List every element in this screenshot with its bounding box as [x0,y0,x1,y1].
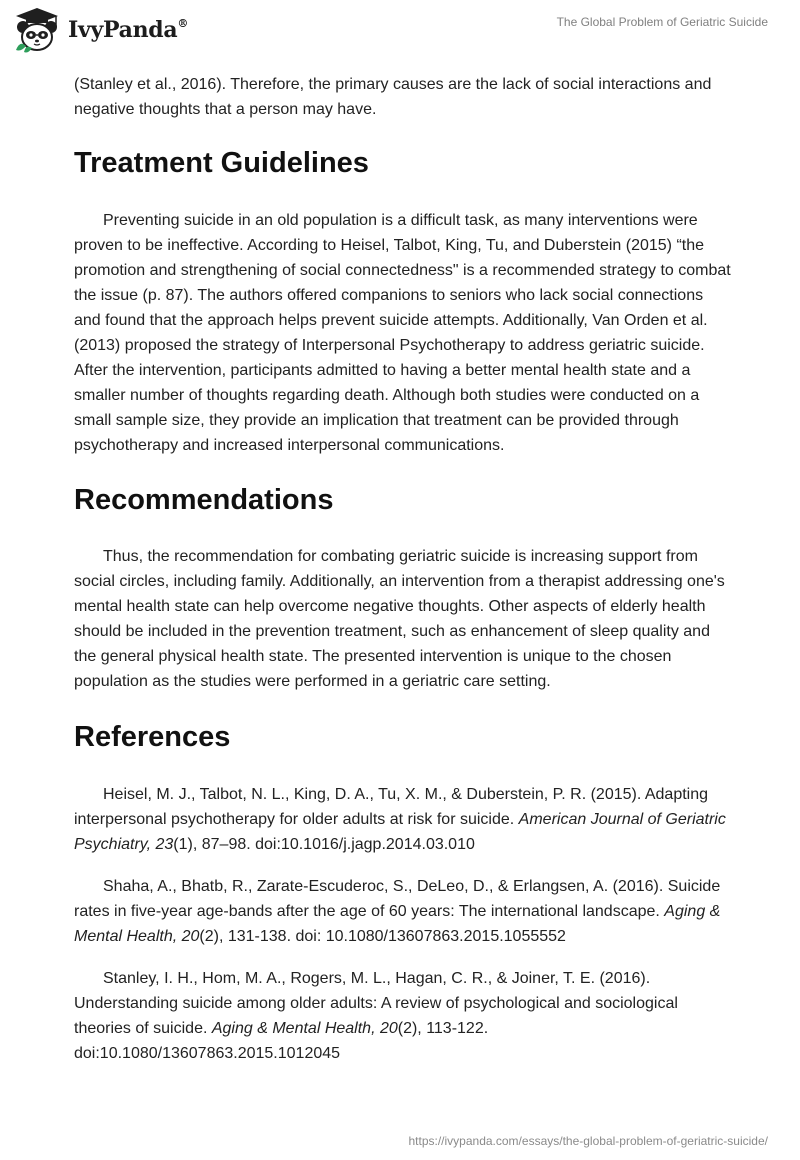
essay-content [74,72,734,1066]
page-header [0,0,800,64]
treatment-paragraph: Preventing suicide in an old population is a difficult task, as many interventions were proven to be ineffective. According to Heisel, Talbot, King, Tu, and Duberstein (2015) “the promotion and strengthening of social connectedness" is a recommended strategy to combat the issue (p. 87). The authors offered companions to seniors who lack social connections and found that the approach helps prevent suicide attempts. Additionally, Van Orden et al. (2013) proposed the strategy of Interpersonal Psychotherapy to address geriatric suicide. After the intervention, participants admitted to having a better mental health state and a smaller number of thoughts regarding death. Although both studies were conducted on a small sample size, they provide an implication that treatment can be provided through psychotherapy and increased interpersonal communications. [74,212,731,454]
intro-paragraph: (Stanley et al., 2016). Therefore, the primary causes are the lack of social interactions and negative thoughts that a person may have. [74,76,712,118]
reference-item: Shaha, A., Bhatb, R., Zarate-Escuderoc, S., DeLeo, D., & Erlangsen, A. (2016). Suicide rates in five-year age-bands after the age of 60 years: The international landscape. Aging & Mental Health, 20(2), 131-138. doi: 10.1080/13607863.2015.1055552 [74,878,721,945]
reference-item: Stanley, I. H., Hom, M. A., Rogers, M. L., Hagan, C. R., & Joiner, T. E. (2016). Understanding suicide among older adults: A review of psychological and sociological theories of suicide. Aging & Mental Health, 20(2), 113-122. doi:10.1080/13607863.2015.1012045 [74,970,678,1062]
source-url[interactable]: https://ivypanda.com/essays/the-global-problem-of-geriatric-suicide/ [408,1134,768,1148]
recommendations-paragraph: Thus, the recommendation for combating geriatric suicide is increasing support from social circles, including family. Additionally, an intervention from a therapist addressing one's mental health state can help overcome negative thoughts. Other aspects of elderly health should be included in the prevention treatment, such as enhancement of sleep quality and the general physical health state. The presented intervention is unique to the chosen population as the studies were performed in a geriatric care setting. [74,548,725,690]
reference-item: Heisel, M. J., Talbot, N. L., King, D. A., Tu, X. M., & Duberstein, P. R. (2015). Adapting interpersonal psychotherapy for older adults at risk for suicide. American Journal of Geriatric Psychiatry, 23(1), 87–98. doi:10.1016/j.jagp.2014.03.010 [74,786,726,853]
brand-name: IvyPanda® [68,16,189,43]
document-title: The Global Problem of Geriatric Suicide [556,15,768,29]
site-logo[interactable] [12,6,188,54]
references-heading: References [74,721,231,753]
recommendations-heading: Recommendations [74,484,334,516]
treatment-heading: Treatment Guidelines [74,147,369,179]
panda-graduate-icon [12,6,62,54]
